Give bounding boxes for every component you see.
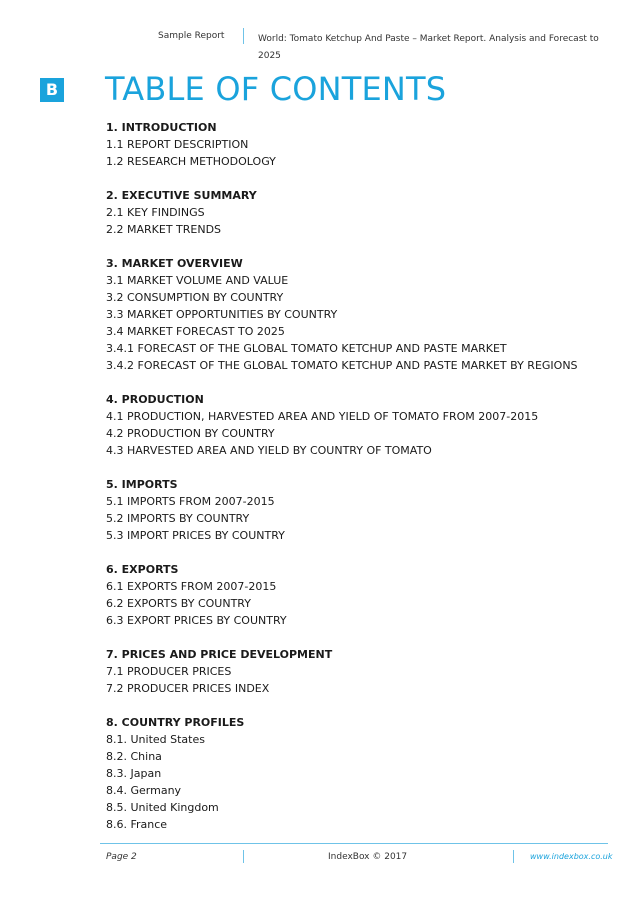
toc-entry[interactable]: 4.3 HARVESTED AREA AND YIELD BY COUNTRY OF TOMATO <box>106 444 432 457</box>
toc-entry[interactable]: 8.6. France <box>106 818 168 831</box>
toc-entry[interactable]: 5.2 IMPORTS BY COUNTRY <box>106 512 250 525</box>
toc-entry[interactable]: 3.3 MARKET OPPORTUNITIES BY COUNTRY <box>106 308 338 321</box>
toc-entry[interactable]: 8.3. Japan <box>106 767 162 780</box>
toc-entry[interactable]: 5.1 IMPORTS FROM 2007-2015 <box>106 495 275 508</box>
toc-section <box>106 561 616 629</box>
toc-entry[interactable]: 4.1 PRODUCTION, HARVESTED AREA AND YIELD OF TOMATO FROM 2007-2015 <box>106 410 539 423</box>
toc-entry[interactable]: 2.2 MARKET TRENDS <box>106 223 222 236</box>
toc-entry[interactable]: 8.5. United Kingdom <box>106 801 219 814</box>
toc-section <box>106 476 616 544</box>
toc-entry[interactable]: 8.1. United States <box>106 733 205 746</box>
toc-section-heading[interactable]: 7. PRICES AND PRICE DEVELOPMENT <box>106 648 333 661</box>
toc-entry[interactable]: 7.2 PRODUCER PRICES INDEX <box>106 682 270 695</box>
toc-section-heading[interactable]: 1. INTRODUCTION <box>106 121 217 134</box>
toc-entry[interactable]: 8.4. Germany <box>106 784 182 797</box>
toc-section <box>106 714 616 833</box>
toc-entry[interactable]: 8.2. China <box>106 750 162 763</box>
footer-page-number: Page 2 <box>106 852 137 862</box>
toc-section-heading[interactable]: 3. MARKET OVERVIEW <box>106 257 243 270</box>
header-report-type: Sample Report <box>158 31 225 41</box>
toc-entry[interactable]: 6.3 EXPORT PRICES BY COUNTRY <box>106 614 287 627</box>
footer-website-link[interactable]: www.indexbox.co.uk <box>530 852 613 861</box>
toc-section <box>106 391 616 459</box>
page-title: TABLE OF CONTENTS <box>105 70 447 108</box>
toc-entry[interactable]: 4.2 PRODUCTION BY COUNTRY <box>106 427 275 440</box>
footer-copyright: IndexBox © 2017 <box>328 852 408 862</box>
toc-entry[interactable]: 3.4.1 FORECAST OF THE GLOBAL TOMATO KETCHUP AND PASTE MARKET <box>106 342 507 355</box>
toc-section <box>106 255 616 374</box>
toc-entry[interactable]: 5.3 IMPORT PRICES BY COUNTRY <box>106 529 285 542</box>
toc-entry[interactable]: 3.4.2 FORECAST OF THE GLOBAL TOMATO KETCHUP AND PASTE MARKET BY REGIONS <box>106 359 578 372</box>
footer-divider <box>513 850 514 863</box>
footer-divider <box>243 850 244 863</box>
toc-section <box>106 119 616 170</box>
toc-section-heading[interactable]: 8. COUNTRY PROFILES <box>106 716 245 729</box>
toc-entry[interactable]: 1.2 RESEARCH METHODOLOGY <box>106 155 276 168</box>
toc-section-heading[interactable]: 5. IMPORTS <box>106 478 178 491</box>
header-report-title: World: Tomato Ketchup And Paste – Market Report. Analysis and Forecast to 2025 <box>258 34 599 61</box>
toc-entry[interactable]: 3.4 MARKET FORECAST TO 2025 <box>106 325 285 338</box>
toc-entry[interactable]: 7.1 PRODUCER PRICES <box>106 665 232 678</box>
toc-entry[interactable]: 6.2 EXPORTS BY COUNTRY <box>106 597 251 610</box>
header-divider <box>243 28 244 44</box>
toc-entry[interactable]: 6.1 EXPORTS FROM 2007-2015 <box>106 580 277 593</box>
toc-entry[interactable]: 2.1 KEY FINDINGS <box>106 206 205 219</box>
toc-entry[interactable]: 1.1 REPORT DESCRIPTION <box>106 138 249 151</box>
indexbox-logo-icon: B <box>40 78 64 102</box>
toc-section <box>106 187 616 238</box>
toc-entry[interactable]: 3.1 MARKET VOLUME AND VALUE <box>106 274 289 287</box>
toc-entry[interactable]: 3.2 CONSUMPTION BY COUNTRY <box>106 291 284 304</box>
toc-section <box>106 646 616 697</box>
toc-section-heading[interactable]: 6. EXPORTS <box>106 563 179 576</box>
footer-rule <box>100 843 608 844</box>
toc-section-heading[interactable]: 2. EXECUTIVE SUMMARY <box>106 189 257 202</box>
toc-section-heading[interactable]: 4. PRODUCTION <box>106 393 204 406</box>
table-of-contents <box>106 119 616 850</box>
